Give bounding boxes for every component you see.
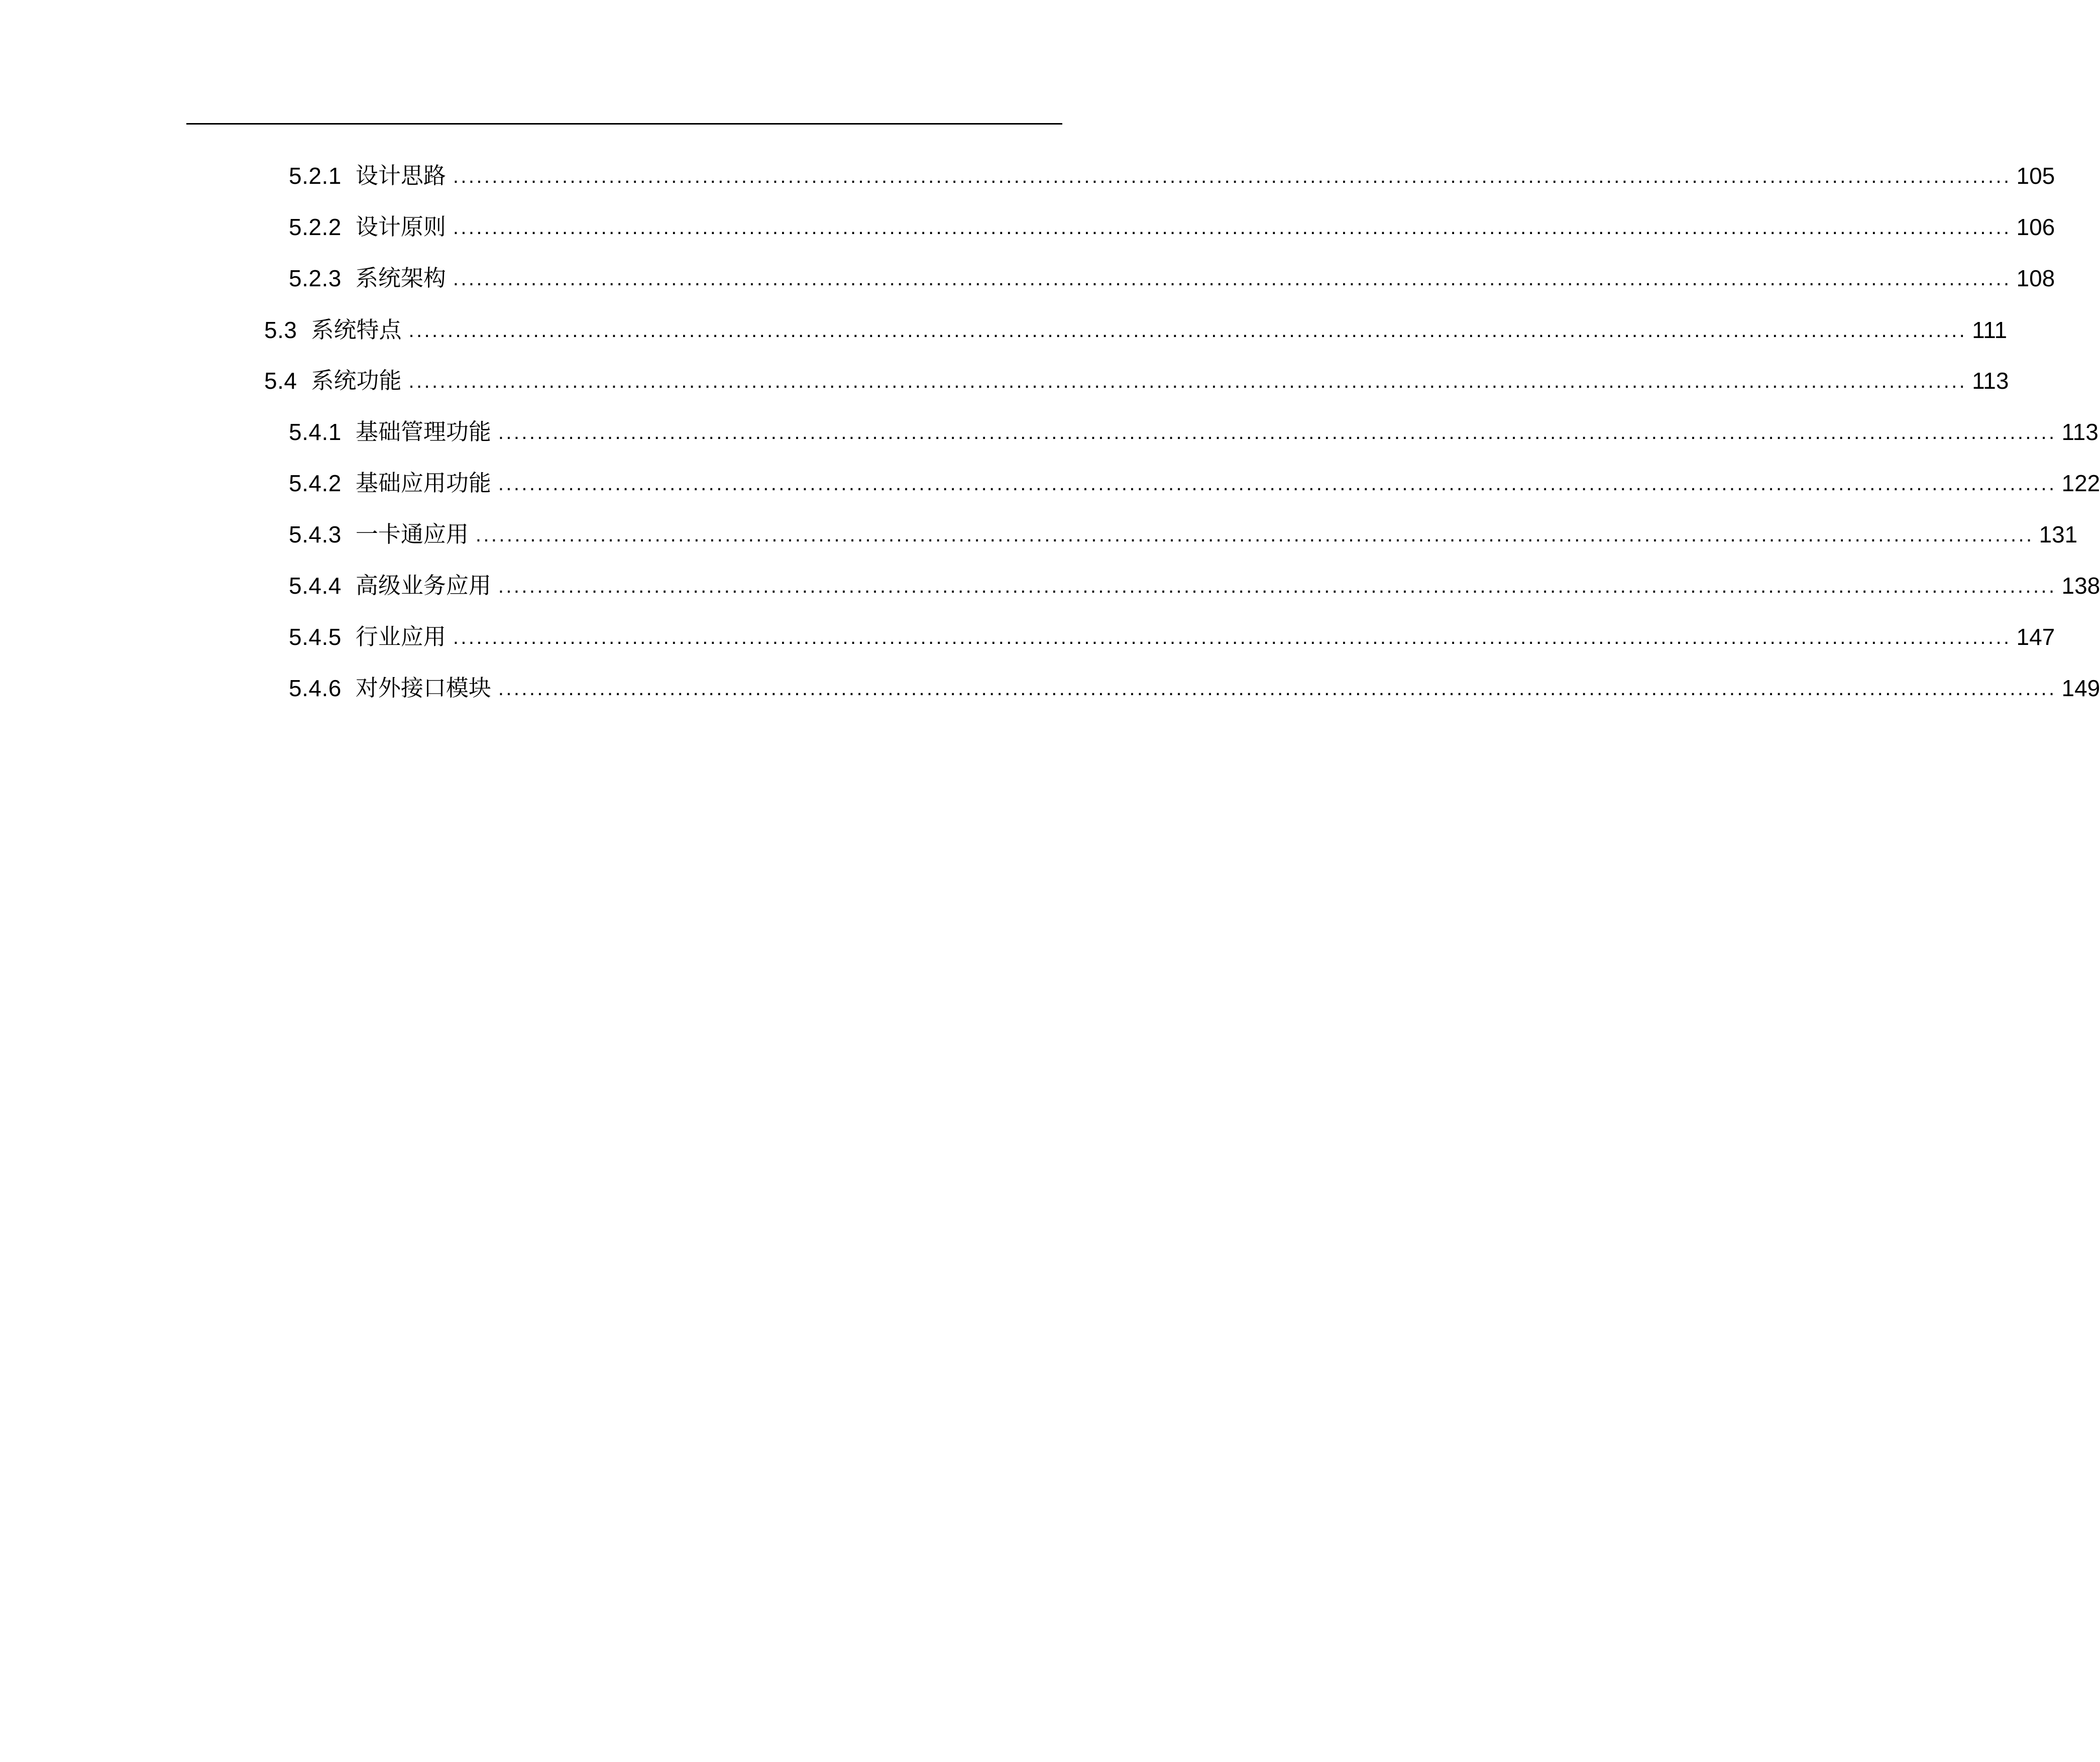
toc-entry-title: 行业应用 [355,623,446,650]
toc-entry-page: 105 [2016,163,2055,189]
toc-entry-number: 5.4.3 [289,521,342,547]
toc-entry-title: 基础管理功能 [355,418,491,445]
toc-entry[interactable] [289,673,2100,703]
toc-entry-title: 高级业务应用 [355,572,491,599]
toc-entry[interactable] [289,571,2100,601]
toc-entry-page: 131 [2039,521,2078,547]
toc-entry-leader: ........................................................................................................................................................................................................ [498,421,2057,444]
toc-entry-leader: ........................................................................................................................................................................................................ [498,678,2057,700]
toc-entry[interactable] [289,417,2098,447]
toc-entry-page: 106 [2016,214,2055,240]
toc-entry[interactable] [289,519,2078,549]
toc-entry[interactable] [289,212,2055,242]
toc-entry-title: 对外接口模块 [355,675,491,701]
toc-entry-page: 111 [1972,317,2008,343]
toc-entry-page: 113 [1972,368,2009,394]
toc-entry-leader: ........................................................................................................................................................................................................ [453,165,2012,187]
toc-entry-leader: ........................................................................................................................................................................................................ [475,524,2034,546]
toc-entry-leader: ........................................................................................................................................................................................................ [453,626,2012,648]
toc-entry-number: 5.2.3 [289,265,342,291]
toc-entry-number: 5.3 [264,317,297,343]
toc-entry-title: 基础应用功能 [355,470,491,496]
toc-entry-page: 108 [2016,265,2055,291]
toc-entry[interactable] [264,315,2008,345]
toc-entry-leader: ........................................................................................................................................................................................................ [453,216,2012,239]
toc-entry-number: 5.4.5 [289,624,342,650]
toc-entry-number: 5.2.1 [289,163,342,189]
toc-entry-title: 一卡通应用 [355,521,469,547]
toc-entry[interactable] [289,263,2055,293]
toc-entry-leader: ........................................................................................................................................................................................................ [408,370,1967,392]
toc-entry-title: 系统功能 [311,367,402,394]
toc-entry[interactable] [289,622,2055,652]
toc-entry-number: 5.4 [264,368,297,394]
toc-entry-number: 5.4.4 [289,573,342,599]
toc-entry-number: 5.2.2 [289,214,342,240]
header-rule [186,123,1062,125]
toc-entry-title: 设计原则 [355,213,446,240]
toc-entry-leader: ........................................................................................................................................................................................................ [453,268,2012,290]
toc-entry[interactable] [289,161,2055,191]
toc-entry-title: 系统特点 [311,316,402,343]
toc-entry-number: 5.4.2 [289,470,342,496]
toc-entry-page: 138 [2061,573,2100,599]
toc-entry-leader: ........................................................................................................................................................................................................ [408,319,1967,342]
toc-entry-title: 设计思路 [355,162,446,189]
toc-entry-number: 5.4.1 [289,419,342,445]
toc-entry[interactable] [289,468,2100,498]
toc-entry-leader: ........................................................................................................................................................................................................ [498,575,2057,597]
toc-entry[interactable] [264,366,2009,396]
toc-entry-page: 113 [2061,419,2098,445]
toc-entry-page: 147 [2016,624,2055,650]
toc-entry-page: 149 [2061,675,2100,701]
toc-entry-page: 122 [2061,470,2100,496]
toc-entry-title: 系统架构 [355,265,446,291]
toc-entry-number: 5.4.6 [289,675,342,701]
toc-entry-leader: ........................................................................................................................................................................................................ [498,473,2057,495]
